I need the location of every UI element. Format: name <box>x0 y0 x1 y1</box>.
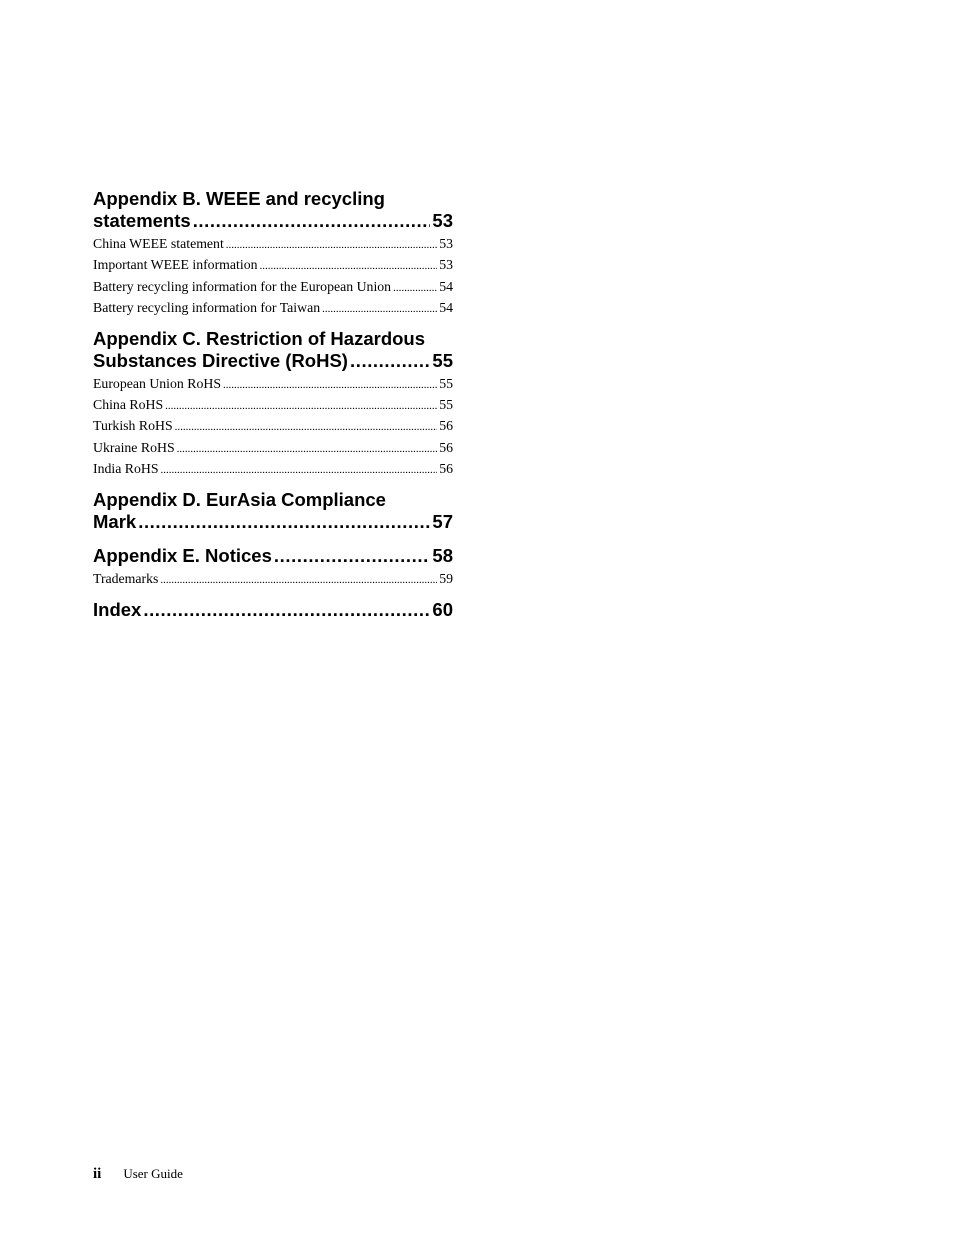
dot-leader <box>322 299 437 319</box>
dot-leader <box>160 570 437 590</box>
toc-section-index <box>93 599 453 621</box>
toc-entry-label: Battery recycling information for the European Union <box>93 278 392 294</box>
footer-page-number: ii <box>93 1166 102 1182</box>
toc-entry[interactable] <box>93 459 453 480</box>
toc-heading-line1: Appendix D. EurAsia Compliance <box>93 488 386 510</box>
toc-entry-page: 54 <box>439 278 453 294</box>
toc-section-appendix-b <box>93 188 453 320</box>
dot-leader <box>260 256 438 276</box>
toc-entry-page: 55 <box>439 397 453 413</box>
toc-heading-page: 58 <box>432 544 453 566</box>
toc-section-heading[interactable] <box>93 599 453 621</box>
toc-heading-page: 55 <box>432 349 453 371</box>
toc-entry-page: 54 <box>439 300 453 316</box>
toc-entry-page: 56 <box>439 439 453 455</box>
toc-entry-page: 56 <box>439 461 453 477</box>
toc-entry[interactable] <box>93 298 453 319</box>
toc-heading-line1: Appendix B. WEEE and recycling <box>93 188 385 209</box>
toc-heading-page: 53 <box>432 210 453 231</box>
toc-heading-page: 57 <box>432 510 453 532</box>
toc-heading-line2: statements <box>93 210 191 231</box>
table-of-contents <box>93 188 453 621</box>
toc-entry-page: 55 <box>439 375 453 391</box>
toc-entry-page: 56 <box>439 418 453 434</box>
toc-section-appendix-c <box>93 328 453 481</box>
toc-entry-label: European Union RoHS <box>93 375 221 391</box>
page-footer <box>93 1165 183 1183</box>
dot-leader <box>193 210 431 232</box>
dot-leader <box>350 350 430 372</box>
dot-leader <box>143 599 430 621</box>
toc-section-appendix-d <box>93 489 453 533</box>
dot-leader <box>165 396 437 416</box>
dot-leader <box>175 417 438 437</box>
toc-heading-line2: Substances Directive (RoHS) <box>93 349 348 371</box>
dot-leader <box>161 460 438 480</box>
toc-entry-label: China WEEE statement <box>93 236 224 251</box>
toc-entry-label: China RoHS <box>93 397 164 413</box>
toc-section-heading[interactable] <box>93 188 453 232</box>
toc-entry-page: 59 <box>439 570 453 586</box>
toc-entry[interactable] <box>93 395 453 416</box>
toc-entry[interactable] <box>93 234 453 255</box>
dot-leader <box>177 439 438 459</box>
toc-entry-label: Trademarks <box>93 570 159 586</box>
toc-section-appendix-e <box>93 545 453 590</box>
toc-entry-page: 53 <box>439 236 453 251</box>
toc-entry-label: Ukraine RoHS <box>93 439 175 455</box>
dot-leader <box>274 545 431 567</box>
toc-heading-line1: Appendix C. Restriction of Hazardous <box>93 327 426 349</box>
toc-entry[interactable] <box>93 255 453 276</box>
toc-entry-page: 53 <box>439 257 453 273</box>
toc-heading-line2: Index <box>93 599 142 621</box>
toc-heading-page: 60 <box>432 599 453 621</box>
toc-entry[interactable] <box>93 569 453 590</box>
dot-leader <box>223 375 437 395</box>
toc-section-heading[interactable] <box>93 545 453 567</box>
toc-entry-label: Important WEEE information <box>93 257 258 273</box>
toc-heading-line2: Appendix E. Notices <box>93 544 272 566</box>
dot-leader <box>393 278 437 298</box>
toc-section-heading[interactable] <box>93 328 453 372</box>
toc-entry[interactable] <box>93 374 453 395</box>
dot-leader <box>138 511 430 533</box>
dot-leader <box>226 235 437 255</box>
toc-heading-line2: Mark <box>93 510 137 532</box>
toc-entry[interactable] <box>93 438 453 459</box>
toc-entry-label: Battery recycling information for Taiwan <box>93 300 321 316</box>
toc-entry[interactable] <box>93 277 453 298</box>
toc-entry-label: India RoHS <box>93 461 159 477</box>
toc-section-heading[interactable] <box>93 489 453 533</box>
toc-entry[interactable] <box>93 416 453 437</box>
footer-document-title: User Guide <box>123 1166 183 1181</box>
toc-entry-label: Turkish RoHS <box>93 418 173 434</box>
